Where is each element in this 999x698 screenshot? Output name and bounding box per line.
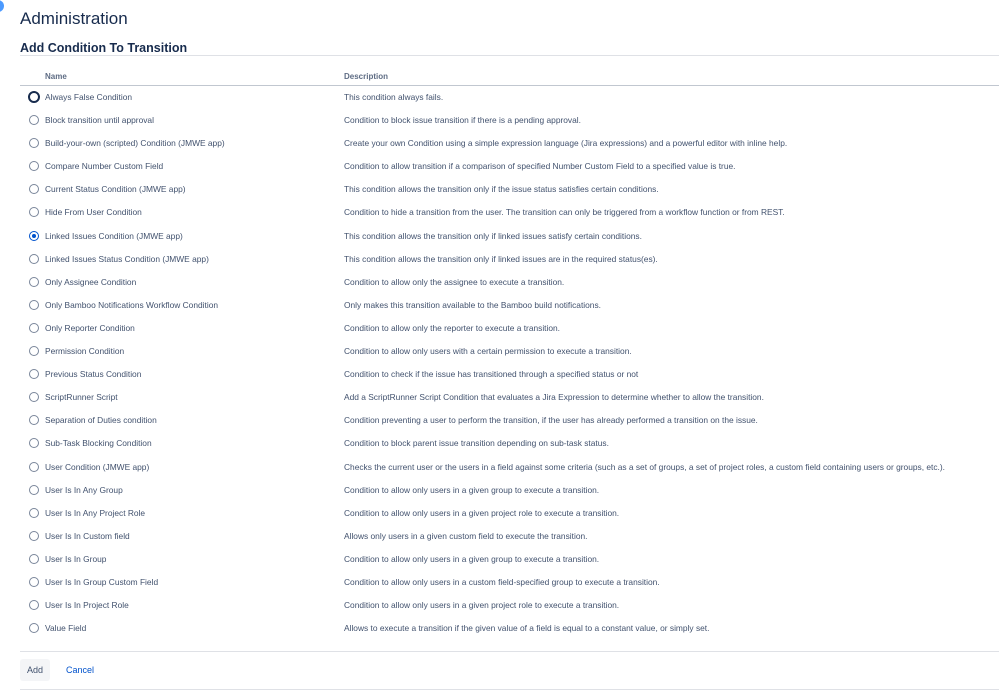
condition-name[interactable]: User Is In Group (45, 553, 107, 564)
condition-description: Condition to allow transition if a comparison of specified Number Custom Field to a specified value is true. (344, 161, 736, 172)
condition-name[interactable]: Value Field (45, 623, 87, 634)
condition-name[interactable]: User Is In Project Role (45, 600, 129, 611)
condition-description: Only makes this transition available to the Bamboo build notifications. (344, 299, 601, 310)
condition-name[interactable]: Hide From User Condition (45, 207, 142, 218)
table-row[interactable] (20, 386, 999, 409)
table-row[interactable] (20, 248, 999, 271)
condition-name[interactable]: User Is In Group Custom Field (45, 576, 159, 587)
condition-radio[interactable] (29, 531, 39, 541)
column-header-name: Name (45, 72, 67, 81)
condition-name[interactable]: Separation of Duties condition (45, 415, 157, 426)
condition-radio[interactable] (28, 91, 40, 103)
condition-name[interactable]: Sub-Task Blocking Condition (45, 438, 152, 449)
condition-name[interactable]: Linked Issues Condition (JMWE app) (45, 230, 183, 241)
table-row[interactable] (20, 502, 999, 525)
table-row[interactable] (20, 409, 999, 432)
condition-radio[interactable] (29, 623, 39, 633)
table-row[interactable] (20, 479, 999, 502)
table-row[interactable] (20, 617, 999, 640)
condition-name[interactable]: Only Reporter Condition (45, 322, 135, 333)
condition-name[interactable]: Only Assignee Condition (45, 276, 137, 287)
condition-name[interactable]: User Condition (JMWE app) (45, 461, 150, 472)
table-header (20, 66, 999, 86)
condition-name[interactable]: Compare Number Custom Field (45, 161, 164, 172)
subtitle-divider (20, 55, 999, 56)
table-row[interactable] (20, 132, 999, 155)
table-row[interactable] (20, 294, 999, 317)
condition-radio[interactable] (29, 577, 39, 587)
table-row[interactable] (20, 571, 999, 594)
table-row[interactable] (20, 340, 999, 363)
bottom-divider (20, 689, 999, 690)
table-row[interactable] (20, 432, 999, 455)
condition-name[interactable]: Current Status Condition (JMWE app) (45, 184, 186, 195)
table-row[interactable] (20, 178, 999, 201)
condition-radio[interactable] (29, 115, 39, 125)
condition-radio[interactable] (29, 161, 39, 171)
condition-radio[interactable] (29, 485, 39, 495)
condition-description: Create your own Condition using a simple expression language (Jira expressions) and a powerful editor with inline help. (344, 138, 788, 149)
condition-description: Condition to block parent issue transition depending on sub-task status. (344, 438, 609, 449)
condition-description: Condition to allow only the assignee to execute a transition. (344, 276, 565, 287)
condition-name[interactable]: User Is In Any Group (45, 484, 123, 495)
add-button[interactable]: Add (20, 659, 50, 681)
condition-name[interactable]: Block transition until approval (45, 115, 154, 126)
condition-description: Condition to allow only users in a custom field-specified group to execute a transition. (344, 576, 660, 587)
condition-name[interactable]: Linked Issues Status Condition (JMWE app) (45, 253, 209, 264)
condition-description: Allows only users in a given custom field to execute the transition. (344, 530, 588, 541)
condition-name[interactable]: Always False Condition (45, 92, 133, 102)
condition-name[interactable]: User Is In Any Project Role (45, 507, 146, 518)
condition-radio[interactable] (29, 346, 39, 356)
condition-radio[interactable] (29, 415, 39, 425)
condition-description: Condition to check if the issue has transitioned through a specified status or not (344, 369, 639, 380)
condition-description: Condition to allow only users with a certain permission to execute a transition. (344, 346, 632, 357)
condition-radio[interactable] (29, 138, 39, 148)
condition-radio[interactable] (29, 462, 39, 472)
condition-radio[interactable] (29, 300, 39, 310)
condition-name[interactable]: Previous Status Condition (45, 369, 142, 380)
table-row[interactable] (20, 525, 999, 548)
condition-description: Add a ScriptRunner Script Condition that evaluates a Jira Expression to determine whether to allow the transition. (344, 392, 764, 403)
condition-name[interactable]: Permission Condition (45, 346, 125, 357)
condition-radio[interactable] (29, 369, 39, 379)
condition-description: Condition to block issue transition if there is a pending approval. (344, 115, 581, 126)
page-title: Administration (20, 9, 128, 28)
condition-radio[interactable] (29, 277, 39, 287)
condition-name[interactable]: Build-your-own (scripted) Condition (JMWE app) (45, 138, 225, 149)
cancel-button[interactable]: Cancel (58, 659, 102, 681)
condition-description: This condition allows the transition only if linked issues satisfy certain conditions. (344, 230, 642, 241)
conditions-table (20, 66, 999, 640)
page-subtitle: Add Condition To Transition (20, 41, 188, 55)
table-row[interactable] (20, 225, 999, 248)
condition-description: Condition preventing a user to perform the transition, if the user has already performed a transition on the issue. (344, 415, 758, 426)
table-row[interactable] (20, 594, 999, 617)
condition-radio[interactable] (29, 207, 39, 217)
table-row[interactable] (20, 201, 999, 224)
condition-description: Condition to allow only users in a given group to execute a transition. (344, 484, 600, 495)
table-row[interactable] (20, 86, 999, 109)
condition-description: Condition to allow only the reporter to execute a transition. (344, 322, 561, 333)
condition-name[interactable]: ScriptRunner Script (45, 392, 118, 403)
condition-radio[interactable] (29, 554, 39, 564)
footer-divider (20, 651, 999, 652)
condition-description: Condition to hide a transition from the user. The transition can only be triggered from a workflow function or from REST. (344, 207, 785, 218)
table-row[interactable] (20, 109, 999, 132)
condition-radio[interactable] (29, 254, 39, 264)
condition-description: Checks the current user or the users in a field against some criteria (such as a set of groups, a set of project roles, a custom field containing users or groups, etc.). (344, 461, 945, 472)
table-row[interactable] (20, 548, 999, 571)
condition-radio[interactable] (29, 392, 39, 402)
condition-radio[interactable] (29, 231, 39, 241)
table-row[interactable] (20, 363, 999, 386)
condition-description: This condition allows the transition only if the issue status satisfies certain conditions. (344, 184, 659, 195)
condition-radio[interactable] (29, 600, 39, 610)
table-row[interactable] (20, 271, 999, 294)
condition-description: Allows to execute a transition if the given value of a field is equal to a constant value, or simply set. (344, 623, 710, 634)
condition-name[interactable]: User Is In Custom field (45, 530, 130, 541)
condition-description: Condition to allow only users in a given group to execute a transition. (344, 553, 600, 564)
condition-description: This condition allows the transition only if linked issues are in the required status(es). (344, 253, 658, 264)
table-body (20, 86, 999, 640)
table-row[interactable] (20, 456, 999, 479)
condition-radio[interactable] (29, 438, 39, 448)
table-row[interactable] (20, 317, 999, 340)
column-header-description: Description (344, 72, 389, 81)
condition-radio[interactable] (29, 508, 39, 518)
condition-radio[interactable] (29, 184, 39, 194)
condition-description: This condition always fails. (344, 92, 444, 102)
condition-name[interactable]: Only Bamboo Notifications Workflow Condition (45, 299, 219, 310)
condition-radio[interactable] (29, 323, 39, 333)
condition-description: Condition to allow only users in a given project role to execute a transition. (344, 507, 620, 518)
condition-description: Condition to allow only users in a given project role to execute a transition. (344, 600, 620, 611)
table-row[interactable] (20, 155, 999, 178)
corner-indicator (0, 0, 4, 12)
